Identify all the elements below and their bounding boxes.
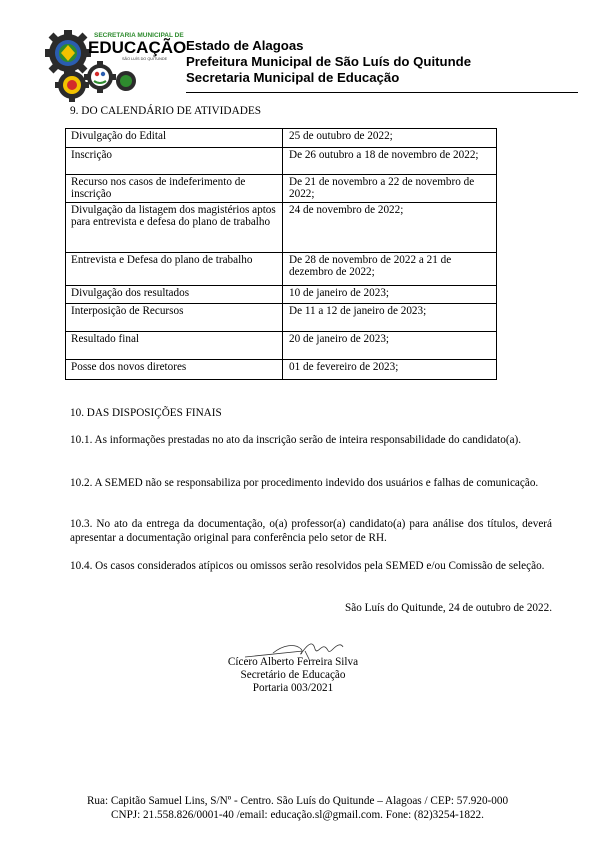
date-cell: 24 de novembro de 2022;	[283, 203, 497, 253]
activity-cell: Divulgação da listagem dos magistérios aptos para entrevista e defesa do plano de trabalho	[66, 203, 283, 253]
table-row	[66, 203, 497, 253]
section-9-title: 9. DO CALENDÁRIO DE ATIVIDADES	[70, 105, 262, 117]
activity-cell: Entrevista e Defesa do plano de trabalho	[66, 253, 283, 286]
signatory-name: Cícero Alberto Ferreira Silva	[227, 656, 359, 668]
header-prefecture: Prefeitura Municipal de São Luís do Quitunde	[186, 54, 472, 69]
activity-cell: Divulgação do Edital	[66, 129, 283, 148]
table-row	[66, 286, 497, 304]
provision-10-2: 10.2. A SEMED não se responsabiliza por procedimento indevido dos usuários e falhas de comunicação.	[70, 477, 539, 489]
provision-10-3: 10.3. No ato da entrega da documentação, o(a) professor(a) candidato(a) para análise dos títulos, deverá apresentar a documentação original para conferência pelo setor de RH.	[70, 518, 552, 545]
header-text	[186, 38, 471, 86]
table-row	[66, 148, 497, 175]
provision-10-4: 10.4. Os casos considerados atípicos ou omissos serão resolvidos pela SEMED e/ou Comissão de seleção.	[70, 560, 545, 572]
table-row	[66, 332, 497, 360]
date-cell: 10 de janeiro de 2023;	[283, 286, 497, 304]
logo-caption: SECRETARIA MUNICIPAL DE	[94, 32, 184, 39]
date-cell: 25 de outubro de 2022;	[283, 129, 497, 148]
activity-cell: Posse dos novos diretores	[66, 360, 283, 380]
activity-cell: Divulgação dos resultados	[66, 286, 283, 304]
logo-wordmark: EDUCAÇÃO	[88, 38, 187, 57]
footer-contact: CNPJ: 21.558.826/0001-40 /email: educação.sl@gmail.com. Fone: (82)3254-1822.	[111, 808, 484, 821]
date-cell: De 28 de novembro de 2022 a 21 de dezembro de 2022;	[283, 253, 497, 286]
calendar-table	[65, 128, 497, 380]
date-cell: De 21 de novembro a 22 de novembro de 2022;	[283, 175, 497, 203]
table-row	[66, 175, 497, 203]
signature-block	[200, 656, 386, 694]
header-department: Secretaria Municipal de Educação	[186, 70, 400, 85]
bottom-gear-icon	[116, 71, 136, 91]
table-row	[66, 304, 497, 332]
signatory-role: Secretário de Educação	[240, 668, 346, 681]
date-cell: De 11 a 12 de janeiro de 2023;	[283, 304, 497, 332]
table-row	[66, 253, 497, 286]
header-rule	[186, 92, 578, 93]
header-state: Estado de Alagoas	[186, 38, 304, 53]
secretaria-educacao-logo	[46, 29, 187, 105]
footer	[0, 795, 595, 823]
section-10-title: 10. DAS DISPOSIÇÕES FINAIS	[70, 407, 222, 419]
table-row	[66, 129, 497, 148]
provision-10-1: 10.1. As informações prestadas no ato da inscrição serão de inteira responsabilidade do candidato(a).	[70, 434, 522, 446]
signatory-ordinance: Portaria 003/2021	[252, 681, 334, 694]
activity-cell: Resultado final	[66, 332, 283, 360]
place-date: São Luís do Quitunde, 24 de outubro de 2022.	[345, 602, 552, 614]
gear-icon	[45, 30, 91, 76]
activity-cell: Interposição de Recursos	[66, 304, 283, 332]
children-gear-icon	[84, 61, 116, 93]
activity-cell: Recurso nos casos de indeferimento de inscrição	[66, 175, 283, 203]
date-cell: 01 de fevereiro de 2023;	[283, 360, 497, 380]
table-row	[66, 360, 497, 380]
activity-cell: Inscrição	[66, 148, 283, 175]
date-cell: 20 de janeiro de 2023;	[283, 332, 497, 360]
footer-address: Rua: Capitão Samuel Lins, S/Nº - Centro. São Luís do Quitunde – Alagoas / CEP: 57.920-000	[86, 795, 509, 807]
small-gear-icon	[55, 68, 89, 102]
date-cell: De 26 outubro a 18 de novembro de 2022;	[283, 148, 497, 175]
logo-subcaption: SÃO LUÍS DO QUITUNDE	[122, 57, 168, 61]
